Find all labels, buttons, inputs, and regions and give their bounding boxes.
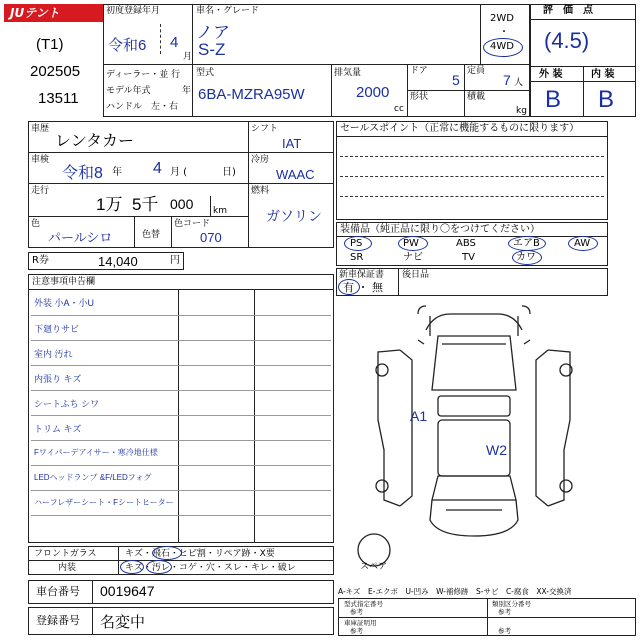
note-row [31,315,331,341]
equip-aw-circle [568,236,598,251]
equip-abs: ABS [456,238,476,249]
drive-dot: ・ [499,27,509,38]
registration-label: 初度登録年月 [106,6,161,16]
rating-score: (4.5) [544,28,590,53]
capacity-value: 7 [503,72,511,88]
note-text: LEDヘッドランプ &F/LEDフォグ [34,473,152,482]
logo [4,4,104,22]
equip-sr: SR [350,252,364,263]
fuel-label: 燃料 [251,186,270,196]
footer-cert-label: 車庫証明用 [344,619,377,627]
equipment-label: 装備品（純正品に限り〇をつけてください） [340,224,540,235]
aircon-value: WAAC [276,167,315,182]
car-diagram [338,300,610,576]
handle-label: ハンドル 左・右 [106,102,179,112]
glass-chip-circle [152,546,182,560]
note-text: 内張り キズ [34,374,82,384]
color-label: 色 [31,219,41,229]
footer-ref3: 参考 [350,627,363,635]
chassis-label: 車台番号 [36,585,80,598]
warranty-yes-circle [338,279,360,295]
footer-class-label: 類別区分番号 [492,600,531,608]
equip-airbag-circle [508,236,546,251]
equip-leather-circle [512,250,542,265]
warranty-label: 新車保証書 [339,270,385,280]
displacement-unit: cc [394,104,404,114]
note-text: ハーフレザーシート・Fシートヒーター [34,498,174,507]
mileage-label: 走行 [31,186,50,196]
aircon-label: 冷房 [251,155,270,165]
color-change-label: 色替 [142,230,161,240]
rating-label: 評 価 点 [543,5,593,16]
equip-tv: TV [462,252,475,263]
note-row [31,415,331,441]
load-unit: kg [516,106,527,116]
drive-4wd: 4WD [490,41,514,52]
mileage-sen: 5千 [132,195,159,214]
inspection-year-unit: 年 [112,167,122,178]
damage-legend: A-キズ E-エクボ U-凹み W-補修跡 S-サビ C-腐食 XX-交換済 [338,587,572,596]
drive-2wd: 2WD [490,13,514,24]
note-row [31,340,331,366]
doors-label: ドア [410,66,428,76]
glass-label: フロントガラス [34,549,97,559]
equip-ps-circle [344,236,372,251]
history-label: 車歴 [31,124,50,134]
model-year-label: モデル年式 [106,86,151,96]
model-year-unit: 年 [182,86,192,96]
color-code-label: 色コード [174,219,211,229]
color-value: パールシロ [48,230,113,245]
car-grade: S-Z [198,40,226,59]
note-row [31,290,331,315]
equip-leather: カワ [516,252,536,263]
sales-point-label: セールスポイント（正常に機能するものに限ります） [340,123,580,134]
notes-label: 注意事項申告欄 [32,277,96,287]
spare-label: スペア [360,562,388,572]
after-label: 後日品 [402,270,430,280]
displacement-value: 2000 [356,84,390,101]
equip-aw: AW [574,238,591,249]
note-row [31,390,331,416]
model-label: 型式 [196,68,215,78]
mileage-unit: km [213,206,227,216]
equip-ps: PS [350,238,363,249]
equip-pw: PW [403,238,419,249]
note-text: Fワイパーデアイサー・寒冷地仕様 [34,448,158,457]
equip-navi: ナビ [403,252,423,263]
recycle-unit: 円 [170,255,180,266]
header-frame [103,4,530,117]
interior-label: 内装 [58,563,77,573]
inspection-month: 4 [153,160,162,177]
fuel-value: ガソリン [266,208,322,224]
rating-ext-label: 外 装 [539,69,563,80]
lot-prefix: (T1) [36,36,64,53]
reg-no-label: 登録番号 [36,614,80,627]
doors-value: 5 [452,72,460,88]
footer-ref4: 参考 [498,627,511,635]
note-row [31,490,331,516]
car-name-label: 車名・グレード [196,6,260,16]
mileage-rest: 000 [170,196,194,212]
inspection-era: 令和8 [62,165,103,182]
note-text: トリム キズ [34,424,82,434]
inspection-label: 車検 [31,155,50,165]
note-row [31,515,331,541]
warranty-options: 有 ・ 無 [343,281,383,294]
footer-ref2: 参考 [498,608,511,616]
rating-ext: B [545,86,562,113]
note-row [31,440,331,466]
note-text: 外装 小A・小U [34,298,95,308]
registration-era: 令和6 [108,37,147,54]
logo-text: JUテント [10,6,60,20]
interior-stain-circle [146,560,172,574]
rating-int: B [598,86,615,113]
shape-label: 形状 [410,92,429,102]
footer-ref1: 参考 [350,608,363,616]
note-text: 下廻りサビ [34,324,80,334]
note-row [31,365,331,391]
auction-date: 202505 [30,63,81,80]
interior-scratch-circle [120,560,144,574]
registration-month-unit: 月 [183,52,193,62]
chassis-value: 0019647 [100,583,155,599]
drive-4wd-circle [483,38,523,57]
auction-number: 13511 [38,90,79,107]
reg-no-value: 名変中 [100,614,146,631]
recycle-label: R券 [32,255,49,266]
rating-int-label: 内 装 [591,69,615,80]
diagram-mark-a1: A1 [410,408,428,424]
color-code: 070 [200,230,222,245]
car-name: ノア [196,23,230,42]
shift-value: IAT [282,136,302,151]
model-code: 6BA-MZRA95W [198,86,305,103]
shift-label: シフト [251,124,279,134]
interior-options: キズ・汚レ・コゲ・穴・スレ・キレ・破レ [125,563,296,573]
history-value: レンタカー [55,133,134,150]
registration-month: 4 [170,34,179,51]
equip-airbag: エアB [513,238,540,249]
load-label: 積載 [467,92,486,102]
capacity-label: 定員 [467,66,486,76]
recycle-value: 14,040 [98,254,138,269]
note-text: シートふち シワ [34,399,100,409]
mileage-man: 1万 [96,195,123,214]
dealer-label: ディーラー・並 行 [106,70,181,80]
glass-options: キズ・飛石・ヒビ割・リペア跡・X要 [125,549,275,559]
capacity-unit: 人 [514,78,524,88]
inspection-day-unit: 日) [222,167,236,178]
diagram-mark-w2: W2 [486,442,507,458]
note-text: 室内 汚れ [34,349,73,359]
equip-pw-circle [398,236,428,251]
note-row [31,465,331,491]
displacement-label: 排気量 [334,68,362,78]
footer-model-label: 型式指定番号 [344,600,383,608]
inspection-month-unit: 月 ( [170,167,188,178]
